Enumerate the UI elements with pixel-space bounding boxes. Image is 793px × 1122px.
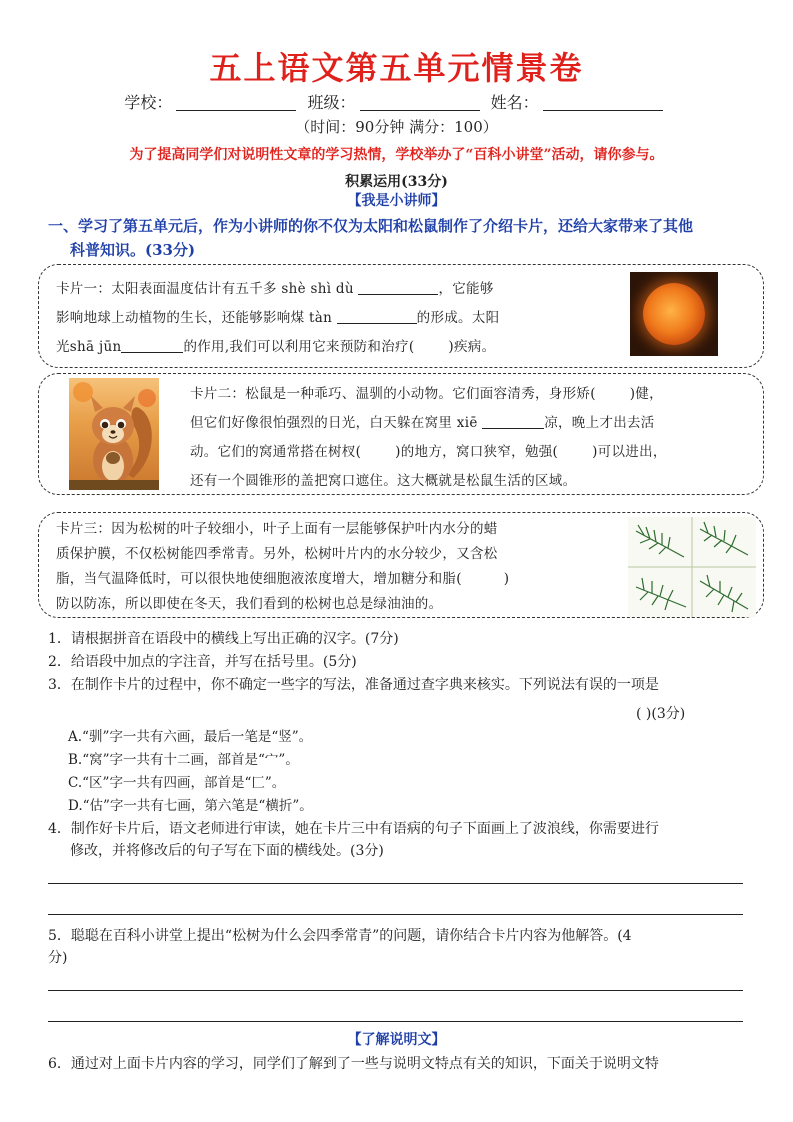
question-6: 6．通过对上面卡片内容的学习，同学们了解到了一些与说明文特点有关的知识，下面关于说明文特 (48, 1056, 659, 1072)
card-three-line2: 质保护膜，不仅松树能四季常青。另外，松树叶片内的水分较少，又含松 (56, 546, 498, 562)
q3-option-b: B.“窝”字一共有十二画，部首是“宀”。 (68, 752, 299, 768)
card-three-line3-end: ) (503, 571, 510, 587)
name-blank[interactable] (543, 94, 663, 111)
card-one-line3: 光shā jūn (56, 339, 122, 355)
question-3: 3．在制作卡片的过程中，你不确定一些字的写法，准备通过查字典来核实。下列说法有误的一项是 (48, 677, 659, 693)
activity-notice: 为了提高同学们对说明性文章的学习热情，学校举办了“百科小讲堂”活动，请你参与。 (129, 147, 664, 163)
card-two-line2: 但它们好像很怕强烈的日光，白天躲在窝里 xiē (190, 415, 483, 431)
question-4-line2: 修改，并将修改后的句子写在下面的横线处。(3分) (70, 843, 384, 859)
blank-rest[interactable] (482, 414, 544, 429)
question-one-line2: 科普知识。(33分) (70, 241, 196, 259)
class-label: 班级： (307, 93, 356, 112)
question-5 (48, 925, 748, 969)
pine-image (628, 517, 756, 617)
card-one-line3-end: )疾病。 (448, 339, 496, 355)
card-two-line1-end: )健， (629, 386, 663, 402)
page-title: 五上语文第五单元情景卷 (209, 49, 584, 87)
section-title: 积累运用(33分) (345, 174, 448, 190)
q3-option-c: C.“区”字一共有四画，部首是“匚”。 (68, 775, 286, 791)
sun-disc (643, 283, 705, 345)
name-label: 姓名： (490, 93, 539, 112)
card-three-line1: 卡片三：因为松树的叶子较细小，叶子上面有一层能够保护叶内水分的蜡 (56, 521, 498, 537)
card-one-line3-mid: 的作用,我们可以利用它来预防和治疗( (183, 339, 415, 355)
q3-option-d: D.“估”字一共有七画，第六笔是“横折”。 (68, 798, 313, 814)
blank-coal[interactable] (337, 309, 417, 324)
card-three-text (56, 517, 616, 617)
school-blank[interactable] (176, 94, 296, 111)
card-two-line1: 卡片二：松鼠是一种乖巧、温驯的小动物。它们面容清秀，身形矫( (190, 386, 596, 402)
question-4 (48, 818, 748, 862)
squirrel-illustration (69, 378, 159, 490)
card-two-line3-end: )可以进出， (592, 444, 667, 460)
sun-image (630, 272, 718, 356)
question-one-line1: 一、学习了第五单元后，作为小讲师的你不仅为太阳和松鼠制作了介绍卡片，还给大家带来了其他 (48, 217, 694, 235)
answer-line[interactable] (48, 990, 743, 991)
class-blank[interactable] (360, 94, 480, 111)
answer-line[interactable] (48, 883, 743, 884)
exam-time-info: （时间：90分钟 满分：100） (295, 118, 498, 136)
card-one-line2-end: 的形成。太阳 (416, 310, 500, 326)
student-info-row (0, 92, 793, 114)
squirrel-image (69, 378, 159, 490)
question-3-answer-paren[interactable]: ( )(3分) (636, 706, 686, 722)
section-subtitle: 【我是小讲师】 (347, 193, 446, 209)
card-two-text (190, 380, 730, 496)
section-two-subtitle: 【了解说明文】 (347, 1032, 446, 1048)
card-three-line4: 防以防冻，所以即使在冬天，我们看到的松树也总是绿油油的。 (56, 596, 443, 612)
question-5-line2: 分) (48, 950, 68, 966)
q3-option-a: A.“驯”字一共有六画，最后一笔是“竖”。 (68, 729, 313, 745)
card-one-line1-end: ，它能够 (438, 281, 494, 297)
pine-branches-illustration (628, 517, 756, 617)
blank-temperature[interactable] (358, 280, 438, 295)
card-one-text (56, 275, 616, 362)
question-1: 1．请根据拼音在语段中的横线上写出正确的汉字。(7分) (48, 631, 399, 647)
answer-line[interactable] (48, 1021, 743, 1022)
answer-line[interactable] (48, 914, 743, 915)
question-2: 2．给语段中加点的字注音，并写在括号里。(5分) (48, 654, 357, 670)
card-two-line3: 动。它们的窝通常搭在树杈( (190, 444, 362, 460)
card-one-line2: 影响地球上动植物的生长，还能够影响煤 tàn (56, 310, 337, 326)
school-label: 学校： (124, 93, 173, 112)
card-two-line4: 还有一个圆锥形的盖把窝口遮住。这大概就是松鼠生活的区域。 (190, 473, 577, 489)
card-two-line2-end: 凉，晚上才出去活 (544, 415, 655, 431)
question-5-line1: 5．聪聪在百科小讲堂上提出“松树为什么会四季常青”的问题，请你结合卡片内容为他解答。(4 (48, 928, 632, 944)
question-one (48, 214, 748, 262)
question-4-line1: 4．制作好卡片后，语文老师进行审读，她在卡片三中有语病的句子下面画上了波浪线，你需要进行 (48, 821, 659, 837)
blank-sterilize[interactable] (121, 338, 183, 353)
card-three-line3: 脂，当气温降低时，可以很快地使细胞液浓度增大，增加糖分和脂( (56, 571, 462, 587)
card-two-line3-mid: )的地方，窝口狭窄，勉强( (395, 444, 559, 460)
card-one-line1: 卡片一：太阳表面温度估计有五千多 shè shì dù (56, 281, 359, 297)
